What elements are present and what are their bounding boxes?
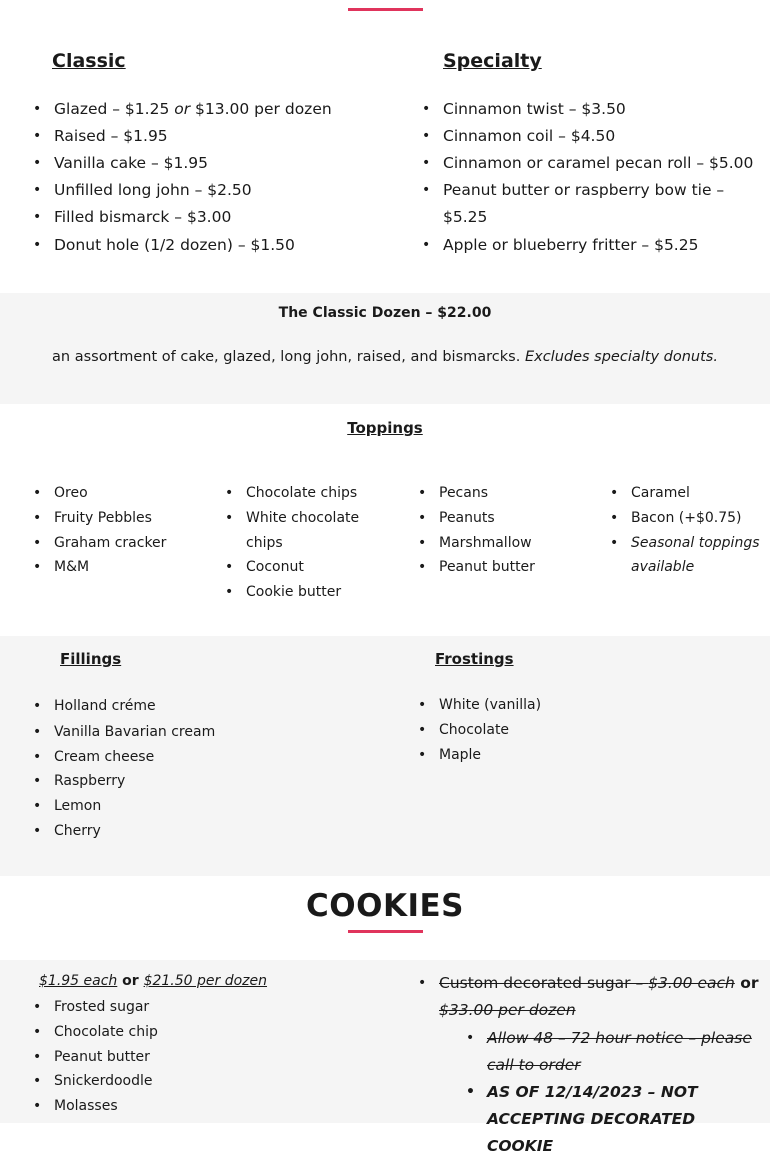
list-item: • Cream cheese (54, 745, 215, 770)
list-item: • Marshmallow (439, 531, 535, 556)
list-item: • Cinnamon twist – $3.50 (443, 96, 763, 123)
list-item: • Filled bismarck – $3.00 (54, 204, 332, 231)
list-item: • Pecans (439, 481, 535, 506)
list-item: • Cherry (54, 819, 215, 844)
specialty-list (443, 96, 763, 259)
list-item: • Vanilla Bavarian cream (54, 720, 215, 745)
list-item: • Peanut butter (54, 1045, 158, 1070)
list-item: • Chocolate chips (246, 481, 359, 506)
frostings-list (439, 693, 541, 767)
toppings-heading: Toppings (347, 419, 423, 437)
list-item: • Raised – $1.95 (54, 123, 332, 150)
list-item: • Allow 48 – 72 hour notice – please call to order (487, 1025, 757, 1079)
list-item: • Maple (439, 743, 541, 768)
list-item: • Raspberry (54, 769, 215, 794)
list-item: • Lemon (54, 794, 215, 819)
cookies-accent-bar (348, 930, 423, 933)
list-item: • Holland créme (54, 694, 215, 719)
list-item: • Peanut butter or raspberry bow tie – $5.25 (443, 177, 763, 231)
list-item: • Caramel (631, 481, 760, 506)
fillings-heading: Fillings (60, 650, 122, 668)
fillings-list (54, 694, 215, 844)
list-item: • Cinnamon coil – $4.50 (443, 123, 763, 150)
list-item: • White chocolate chips (246, 506, 359, 556)
specialty-heading: Specialty (443, 50, 542, 72)
list-item: • Frosted sugar (54, 995, 158, 1020)
list-item: • Bacon (+$0.75) (631, 506, 760, 531)
list-item: • Coconut (246, 555, 359, 580)
classic-dozen-description: an assortment of cake, glazed, long john, raised, and bismarcks. Excludes specialty donuts. (52, 349, 718, 365)
custom-cookie-notes (487, 1025, 757, 1160)
list-item: • Donut hole (1/2 dozen) – $1.50 (54, 232, 332, 259)
list-item: • Cookie butter (246, 580, 359, 605)
list-item: • Graham cracker (54, 531, 166, 556)
list-item: • Glazed – $1.25 or $13.00 per dozen (54, 96, 332, 123)
list-item: • Peanuts (439, 506, 535, 531)
custom-cookie-list (439, 970, 759, 1024)
list-item: • Chocolate chip (54, 1020, 158, 1045)
cookie-price-line: $1.95 each or $21.50 per dozen (39, 973, 268, 989)
list-item: • Custom decorated sugar – $3.00 each or $33.00 per dozen (439, 970, 759, 1024)
list-item: • Apple or blueberry fritter – $5.25 (443, 232, 763, 259)
toppings-col-1 (54, 481, 166, 580)
list-item: • Cinnamon or caramel pecan roll – $5.00 (443, 150, 763, 177)
list-item: • Seasonal toppings available (631, 531, 760, 581)
cookies-list (54, 995, 158, 1119)
list-item: • M&M (54, 555, 166, 580)
list-item: • Unfilled long john – $2.50 (54, 177, 332, 204)
list-item: • Fruity Pebbles (54, 506, 166, 531)
list-item: • Molasses (54, 1094, 158, 1119)
toppings-col-4 (631, 481, 760, 580)
list-item: • Peanut butter (439, 555, 535, 580)
top-accent-bar (348, 8, 423, 11)
frostings-heading: Frostings (435, 650, 514, 668)
classic-list (54, 96, 332, 259)
list-item: • Vanilla cake – $1.95 (54, 150, 332, 177)
toppings-col-3 (439, 481, 535, 580)
cookies-title: COOKIES (305, 888, 464, 924)
list-item: • White (vanilla) (439, 693, 541, 718)
toppings-col-2 (246, 481, 359, 605)
list-item: • AS OF 12/14/2023 – NOT ACCEPTING DECORATED COOKIE (487, 1079, 757, 1160)
classic-heading: Classic (52, 50, 126, 72)
list-item: • Snickerdoodle (54, 1069, 158, 1094)
list-item: • Oreo (54, 481, 166, 506)
classic-dozen-title: The Classic Dozen – $22.00 (278, 305, 492, 321)
list-item: • Chocolate (439, 718, 541, 743)
